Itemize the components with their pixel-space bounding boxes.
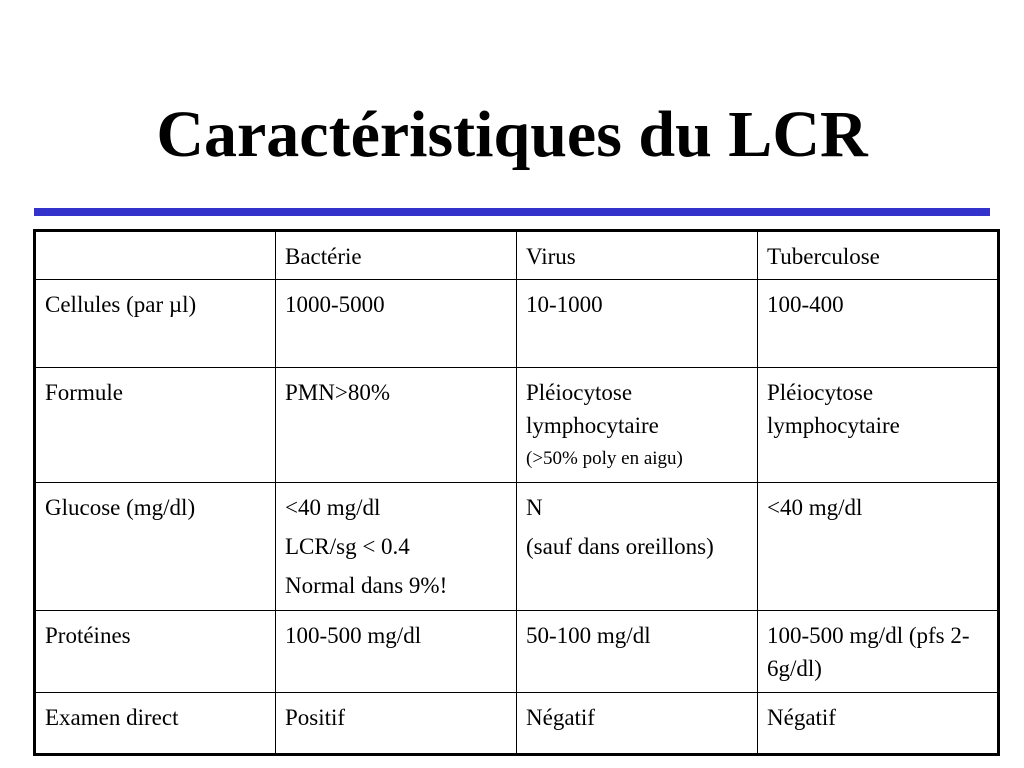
cell-examen-bacterie	[276, 693, 517, 755]
cell-text: Pléiocytose lymphocytaire	[767, 380, 900, 438]
cell-examen-virus	[517, 693, 758, 755]
table-row-glucose	[35, 483, 999, 611]
title-underline-rule	[34, 208, 990, 216]
cell-formule-tuberculose	[758, 368, 999, 483]
cell-formule-virus	[517, 368, 758, 483]
cell-text: 100-400	[767, 292, 844, 317]
cell-text: Pléiocytose lymphocytaire	[526, 380, 659, 438]
cell-glucose-virus	[517, 483, 758, 611]
cell-cellules-bacterie	[276, 280, 517, 368]
cell-text: 10-1000	[526, 292, 603, 317]
cell-proteines-bacterie	[276, 611, 517, 693]
cell-cellules-tuberculose	[758, 280, 999, 368]
slide-title: Caractéristiques du LCR	[156, 98, 868, 171]
table-row-proteines	[35, 611, 999, 693]
cell-text: 50-100 mg/dl	[526, 623, 651, 648]
header-cell-bacterie: Bactérie	[276, 231, 517, 280]
cell-glucose-tuberculose	[758, 483, 999, 611]
cell-glucose-bacterie	[276, 483, 517, 611]
cell-proteines-tuberculose	[758, 611, 999, 693]
cell-proteines-virus	[517, 611, 758, 693]
row-label-examen-direct: Examen direct	[35, 693, 276, 755]
header-cell-virus: Virus	[517, 231, 758, 280]
table-row-formule	[35, 368, 999, 483]
table-row-examen-direct	[35, 693, 999, 755]
cell-text: N	[526, 495, 543, 520]
header-cell-empty	[35, 231, 276, 280]
cell-text: 1000-5000	[285, 292, 385, 317]
cell-text: 100-500 mg/dl	[285, 623, 422, 648]
cell-text: Négatif	[526, 705, 595, 730]
header-cell-tuberculose: Tuberculose	[758, 231, 999, 280]
cell-text: <40 mg/dl	[767, 495, 863, 520]
cell-text: Positif	[285, 705, 346, 730]
table-row-cellules	[35, 280, 999, 368]
row-label-proteines: Protéines	[35, 611, 276, 693]
cell-text: PMN>80%	[285, 380, 390, 405]
cell-formule-bacterie	[276, 368, 517, 483]
cell-text: Négatif	[767, 705, 836, 730]
lcr-comparison-table	[33, 229, 1000, 756]
cell-text: 100-500 mg/dl (pfs 2-6g/dl)	[767, 623, 970, 681]
cell-cellules-virus	[517, 280, 758, 368]
row-label-formule: Formule	[35, 368, 276, 483]
cell-text: (sauf dans oreillons)	[526, 534, 714, 559]
cell-note: (>50% poly en aigu)	[526, 448, 683, 469]
cell-text: Normal dans 9%!	[285, 573, 448, 598]
cell-text: LCR/sg < 0.4	[285, 534, 410, 559]
row-label-cellules: Cellules (par µl)	[35, 280, 276, 368]
table-header-row	[35, 231, 999, 280]
cell-text: <40 mg/dl	[285, 495, 381, 520]
cell-examen-tuberculose	[758, 693, 999, 755]
row-label-glucose: Glucose (mg/dl)	[35, 483, 276, 611]
